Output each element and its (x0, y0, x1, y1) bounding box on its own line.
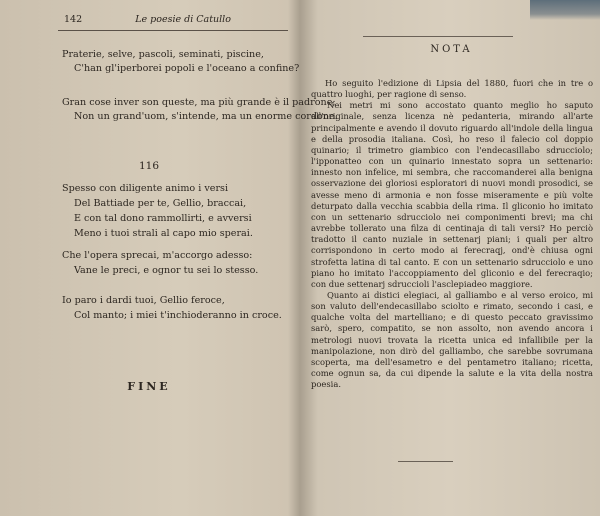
verse-line: Spesso con diligente animo i versi (62, 183, 229, 194)
fine-label: FINE (127, 380, 171, 393)
running-head-title: Le poesie di Catullo (135, 14, 231, 25)
header-rule (58, 30, 288, 31)
verse-line: C'han gl'iperborei popoli e l'oceano a confine? (74, 63, 300, 74)
end-rule (398, 461, 453, 462)
verse-line: E con tal dono rammollirti, e avversi (74, 213, 252, 224)
poem-number: 116 (138, 160, 160, 172)
verse-line: Col manto; i miei t'inchioderanno in croce. (74, 310, 282, 321)
verse-line: Del Battiade per te, Gellio, braccai, (74, 198, 247, 209)
paragraph: Ho seguito l'edizione di Lipsia del 1880, fuori che in tre o quattro luoghi, per ragione di senso. (311, 78, 593, 100)
nota-text (311, 78, 593, 390)
right-page (303, 0, 600, 516)
verse-line: Non un grand'uom, s'intende, ma un enorme cordone. (74, 111, 338, 122)
verse-line: Gran cose inver son queste, ma più grande è il padrone; (62, 97, 336, 108)
verse-line: Che l'opera sprecai, m'accorgo adesso: (62, 250, 253, 261)
running-head (64, 14, 284, 25)
paragraph: Quanto ai distici elegiaci, al galliambo e al verso eroico, mi son valuto dell'endecasillabo sciolto e rimato, secondo i casi, e qualche volta del martelliano; e di questo peccato gravissimo sarò, spero, compatito, se non assolto, non avendo ancora i metrologi nuovi trovata la ricetta unica ed infallibile per la manipolazione, non dirò del galliambo, che sarebbe sovrumana scoperta, ma dell'esametro e del pentametro italiano; ricetta, come ognun sa, da cui dipende la salute e la vita della nostra poesia. (311, 289, 593, 390)
verse-line: Vane le preci, e ognor tu sei lo stesso. (74, 265, 259, 276)
verse-line: Io paro i dardi tuoi, Gellio feroce, (62, 295, 225, 306)
verse-line: Meno i tuoi strali al capo mio sperai. (74, 228, 253, 239)
page-number: 142 (64, 14, 83, 25)
nota-title: NOTA (430, 44, 473, 55)
paragraph: Nei metri mi sono accostato quanto meglio ho saputo all'originale, senza licenza nè pedanteria, mirando all'arte principalmente e avendo il dovuto riguardo all'indole della lingua e della prosodia italiana. Così, ho reso il falecio col doppio quinario; il trimetro giambico con l'endecasillabo sdrucciolo; l'ipponatteo con un quinario innestato sopra un settenario: innesto non infelice, mi sembra, che raccomanderei alla benigna osservazione dei gloriosi esploratori di nuovi mondi prosodici, se avesse meno di armonia e non fosse miseramente e più volte deturpato dalla vecchia scabbia della rima. Il gliconio ho imitato con un settenario sdrucciolo nei componimenti brevi; ma chi avrebbe tollerato una filza di centinaja di tali versi? Ho perciò tradotto il canto nuziale in settenarj piani; i quali per altro corrispondono in certo modo ai ferecraqj, ond'è chiusa ogni strofetta latina di tal canto. E con un settenario sdrucciolo e uno piano ho imitato l'accoppiamento del gliconio e del ferecraqio; con due settenarj sdruccioli l'asclepiadeo maggiore. (311, 100, 593, 289)
header-rule (363, 36, 513, 37)
verse-line: Praterie, selve, pascoli, seminati, piscine, (62, 49, 264, 60)
